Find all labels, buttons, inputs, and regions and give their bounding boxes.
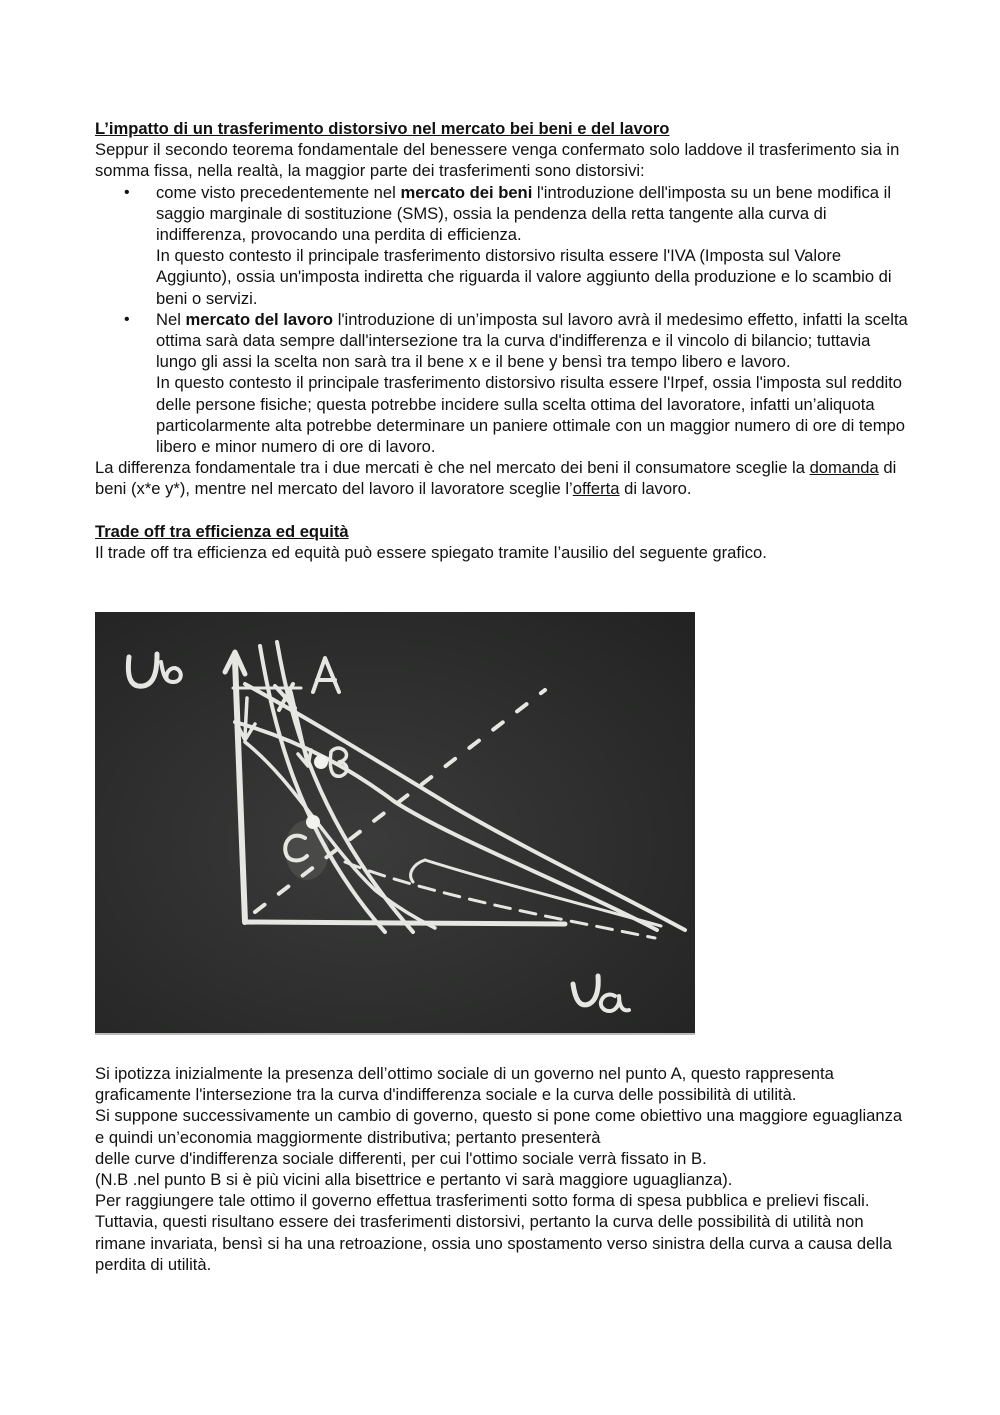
bullet-item-goods-market <box>156 182 915 309</box>
chalkboard-graph <box>95 612 695 1033</box>
bullet-extra-text: In questo contesto il principale trasferimento distorsivo risulta essere l'IVA (Imposta sul Valore Aggiunto), ossia un'imposta indiretta che riguarda il valore aggiunto della produzione e lo scambio di beni o servizi. <box>156 246 892 308</box>
board-background <box>95 612 695 1033</box>
explanation-paragraph-3: delle curve d'indifferenza sociale differenti, per cui l'ottimo sociale verrà fissato in B. <box>95 1148 707 1168</box>
bullet-extra-text: In questo contesto il principale trasferimento distorsivo risulta essere l'Irpef, ossia l'imposta sul reddito delle persone fisiche; questa potrebbe incidere sulla scelta ottima del lavoratore, infatti un’aliquota particolarmente alta potrebbe determinare un paniere ottimale con un maggior numero di ore di tempo libero e minor numero di ore di lavoro. <box>156 373 905 457</box>
underlined-offerta: offerta <box>572 479 620 499</box>
underlined-domanda: domanda <box>809 458 879 478</box>
bullet-bold-term: mercato del lavoro <box>185 309 334 329</box>
explanation-paragraph-4: Per raggiungere tale ottimo il governo effettua trasferimenti sotto forma di spesa pubblica e prelievi fiscali. Tuttavia, questi risultano essere dei trasferimenti distorsivi, pertanto la curva delle possibilità di utilità non rimane invariata, bensì si ha una retroazione, ossia uno spostamento verso sinistra della curva a causa della perdita di utilità. <box>95 1191 892 1274</box>
spacer <box>95 500 915 521</box>
tradeoff-intro: Il trade off tra efficienza ed equità può essere spiegato tramite l’ausilio del seguente grafico. <box>95 542 767 562</box>
explanation-section <box>95 1063 915 1275</box>
arrow-shaft <box>245 698 247 736</box>
bullet-text-post: l'introduzione dell'imposta su un bene modifica il saggio marginale di sostituzione (SMS), ossia la pendenza della retta tangente alla curva di indifferenza, provocando una perdita di efficienza. <box>156 182 892 245</box>
explanation-paragraph-1: Si ipotizza inizialmente la presenza dell’ottimo sociale di un governo nel punto A, questo rappresenta graficamente l'intersezione tra la curva d'indifferenza sociale e la curva delle possibilità di utilità. <box>95 1064 834 1105</box>
bullet-text-post: l'introduzione di un’imposta sul lavoro avrà il medesimo effetto, infatti la scelta ottima sarà data sempre dall'intersezione tra la curva d'indifferenza e il vincolo di bilancio; tuttavia lungo gli assi la scelta non sarà tra il bene x e il bene y bensì tra tempo libero e lavoro. <box>156 309 908 372</box>
conclusion-paragraph <box>95 457 915 499</box>
conclusion-part3: di lavoro. <box>619 479 692 499</box>
explanation-note: (N.B .nel punto B si è più vicini alla bisettrice e pertanto vi sarà maggiore uguaglianza). <box>95 1170 733 1190</box>
bullet-text-pre: come visto precedentemente nel <box>156 182 401 202</box>
bullet-bold-term: mercato dei beni <box>400 182 533 202</box>
bullet-list <box>95 182 915 458</box>
conclusion-part2: di beni (x*e y*), mentre nel mercato del lavoro il lavoratore sceglie l’ <box>95 458 897 499</box>
explanation-paragraph-2: Si suppone successivamente un cambio di governo, questo si pone come obiettivo una maggiore eguaglianza e quindi un’economia maggiormente distributiva; pertanto presenterà <box>95 1106 903 1147</box>
point-c-dot <box>306 815 320 829</box>
intro-paragraph: Seppur il secondo teorema fondamentale del benessere venga confermato solo laddove il trasferimento sia in somma fissa, nella realtà, la maggior parte dei trasferimenti sono distorsivi: <box>95 140 900 181</box>
section-heading-tradeoff: Trade off tra efficienza ed equità <box>95 521 349 541</box>
chalkboard-graph-image <box>95 612 695 1035</box>
bullet-text-pre: Nel <box>156 309 186 329</box>
document-body <box>95 118 915 563</box>
conclusion-part1: La differenza fondamentale tra i due mercati è che nel mercato dei beni il consumatore sceglie la <box>95 458 810 478</box>
point-b-dot <box>314 755 328 769</box>
section-heading-transfer: L’impatto di un trasferimento distorsivo nel mercato bei beni e del lavoro <box>95 119 670 138</box>
bullet-item-labor-market <box>156 309 915 457</box>
